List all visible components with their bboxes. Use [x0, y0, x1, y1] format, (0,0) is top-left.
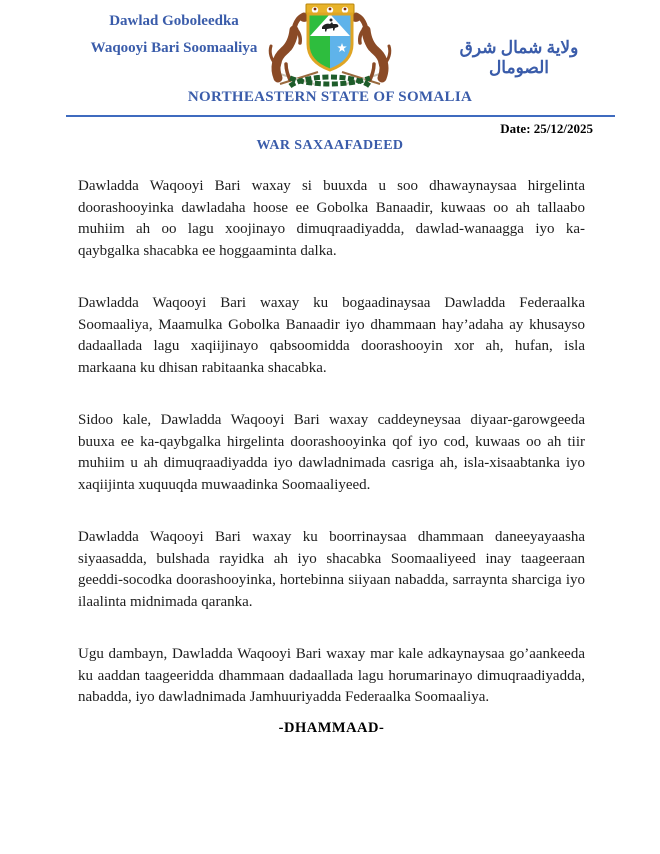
org-name-somali	[62, 13, 286, 57]
org-name-somali-line1: Dawlad Goboleedka	[109, 13, 239, 29]
closing-mark: -DHAMMAAD-	[278, 719, 385, 736]
header-divider-line	[66, 115, 615, 117]
document-date: Date: 25/12/2025	[500, 121, 593, 136]
press-release-body	[78, 176, 585, 737]
org-name-somali-line2: Waqooyi Bari Soomaaliya	[90, 40, 258, 56]
press-release-paragraph-1: Dawladda Waqooyi Bari waxay si buuxda u soo dhawaynaysaa hirgelinta doorashooyinka dawladaha hoose ee Gobolka Banaadir, kuwaas oo ah tallaabo muhiim ah oo lagu xoojinayo dimuqraadiyadda, dawlad-wanaagga iyo ka-qaybgalka shacabka ee hoggaaminta dalka.	[78, 178, 585, 259]
org-name-english: NORTHEASTERN STATE OF SOMALIA	[187, 89, 473, 105]
somalia-coat-of-arms-icon	[264, 2, 396, 88]
press-release-paragraph-4: Dawladda Waqooyi Bari waxay ku boorrinaysaa dhammaan daneeyayaasha siyaasadda, bulshada rayidka ah iyo shacabka Soomaaliyeed inay taageeraan geeddi-socodka doorashooyinka, hortebinna siiyaan nabadda, sarraynta sharciga iyo ilaalinta midnimada qaranka.	[78, 529, 585, 610]
press-release-paragraph-5: Ugu dambayn, Dawladda Waqooyi Bari waxay mar kale adkaynaysaa go’aankeeda ku aaddan taageeridda dhammaan dadaallada lagu horumarinayo dimuqraadiyadda, nabadda, iyo dawladnimada Jamhuuriyadda Federaalka Soomaaliya.	[78, 646, 585, 705]
document-title: WAR SAXAAFADEED	[256, 138, 404, 153]
press-release-paragraph-2: Dawladda Waqooyi Bari waxay ku bogaadinaysaa Dawladda Federaalka Soomaaliya, Maamulka Gobolka Banaadir iyo dhammaan hay’adaha ay khusayso dadaallada lagu xaqiijinayo qabsoomidda doorashooyin xor ah, hufan, isla markaana ku dhisan rabitaanka shacabka.	[78, 295, 585, 376]
org-name-arabic: ولاية شمال شرق الصومال	[459, 38, 579, 77]
press-release-paragraph-3: Sidoo kale, Dawladda Waqooyi Bari waxay caddeyneysaa diyaar-garowgeeda buuxa ee ka-qaybgalka hirgelinta doorashooyinka qof iyo cod, kuwaas oo ah tiir muhiim u ah dimuqraadiyadda iyo dawladnimada casriga ah, isla-xisaabtanka iyo xaqiijinta xuquuqda muwaadinka Soomaaliyeed.	[78, 412, 585, 493]
